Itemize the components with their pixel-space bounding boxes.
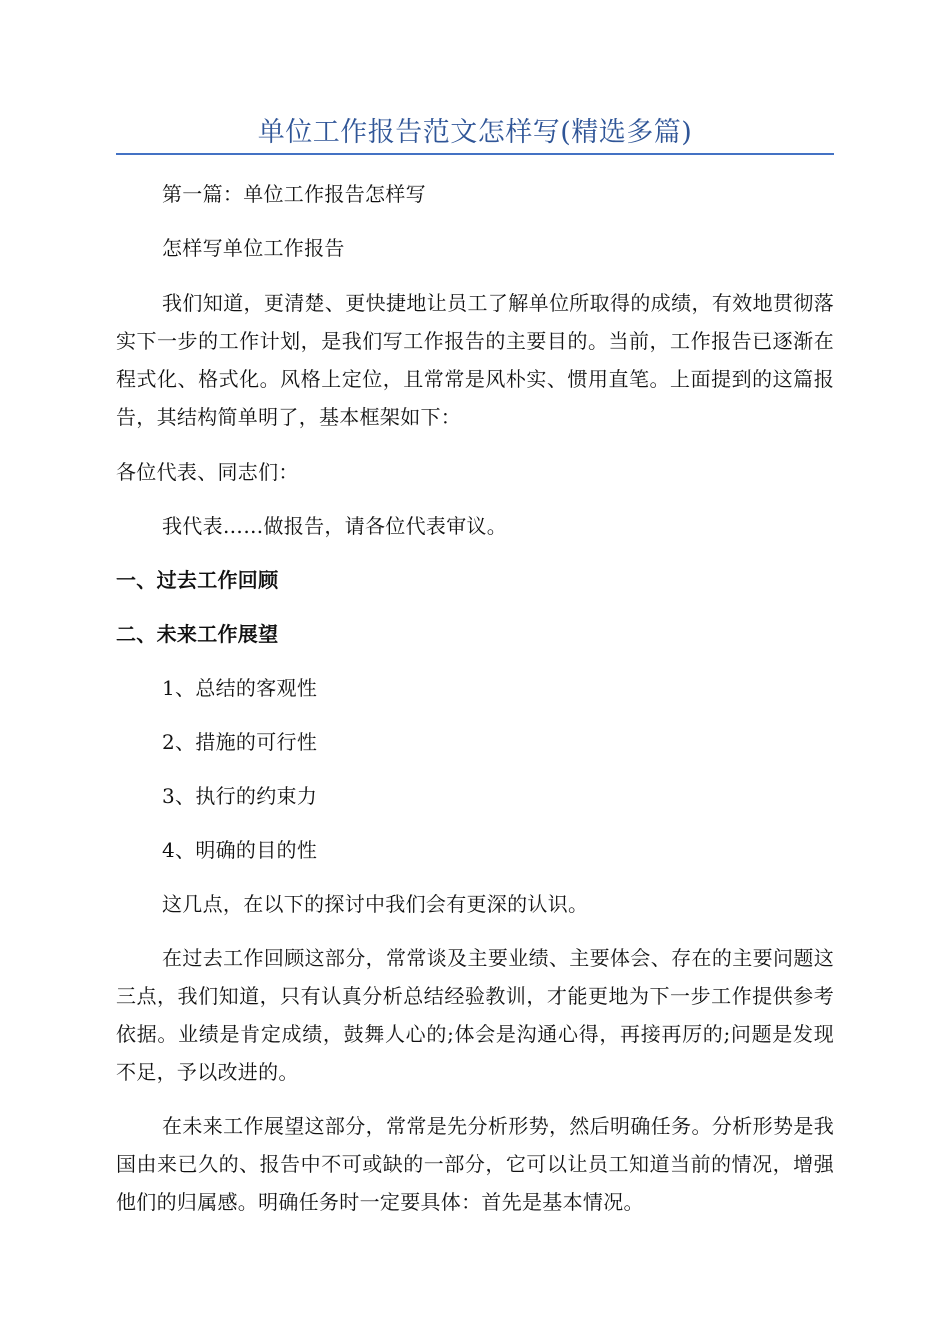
body-paragraph: 在未来工作展望这部分，常常是先分析形势，然后明确任务。分析形势是我国由来已久的、报告中不可或缺的一部分，它可以让员工知道当前的情况，增强他们的归属感。明确任务时一定要具体：首先是基本情况。: [116, 1114, 834, 1214]
body-paragraph: 我们知道，更清楚、更快捷地让员工了解单位所取得的成绩，有效地贯彻落实下一步的工作计划，是我们写工作报告的主要目的。当前，工作报告已逐渐在程式化、格式化。风格上定位，且常常是风朴实、惯用直笔。上面提到的这篇报告，其结构简单明了，基本框架如下：: [116, 291, 834, 429]
section-heading: 第一篇：单位工作报告怎样写: [162, 182, 426, 206]
list-item: 4、明确的目的性: [162, 838, 318, 862]
list-item: 2、措施的可行性: [162, 730, 318, 754]
outline-heading: 一、过去工作回顾: [116, 568, 279, 592]
subheading: 怎样写单位工作报告: [162, 236, 345, 260]
body-paragraph: 在过去工作回顾这部分，常常谈及主要业绩、主要体会、存在的主要问题这三点，我们知道，只有认真分析总结经验教训，才能更地为下一步工作提供参考依据。业绩是肯定成绩，鼓舞人心的;体会是沟通心得，再接再厉的;问题是发现不足，予以改进的。: [116, 946, 834, 1084]
body-paragraph: 这几点，在以下的探讨中我们会有更深的认识。: [162, 892, 589, 916]
list-item: 1、总结的客观性: [162, 676, 318, 700]
salutation: 各位代表、同志们：: [116, 460, 299, 484]
document-title: 单位工作报告范文怎样写(精选多篇): [257, 117, 693, 148]
body-paragraph: 我代表……做报告，请各位代表审议。: [162, 514, 508, 538]
outline-heading: 二、未来工作展望: [116, 622, 279, 646]
title-underline: [116, 153, 834, 155]
list-item: 3、执行的约束力: [162, 784, 318, 808]
